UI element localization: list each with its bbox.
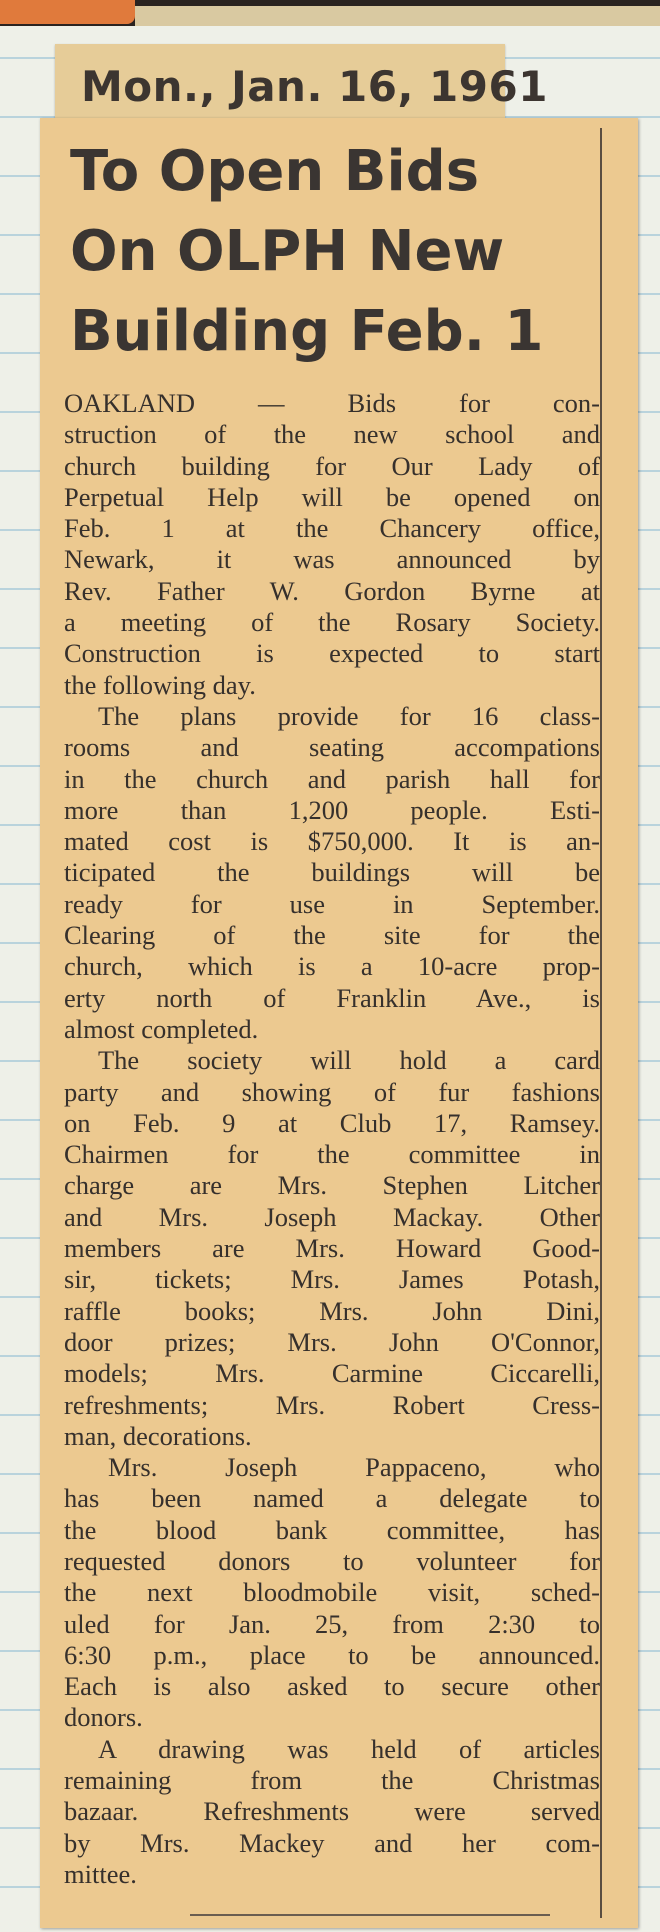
article-line-text: models; Mrs. Carmine Ciccarelli, (64, 1358, 600, 1389)
article-line-text: man, decorations. (64, 1420, 252, 1451)
article-line-text: requested donors to volunteer for (64, 1545, 600, 1576)
article-line-text: The plans provide for 16 class- (98, 700, 600, 731)
article-line (64, 1483, 600, 1514)
article-line (64, 1170, 600, 1201)
article-line-text: on Feb. 9 at Club 17, Ramsey. (64, 1107, 600, 1138)
article-line-text: bazaar. Refreshments were served (64, 1796, 600, 1827)
newspaper-clipping (40, 118, 638, 1928)
headline-line-3: Building Feb. 1 (70, 299, 544, 364)
date-label: Mon., Jan. 16, 1961 (81, 62, 548, 111)
article-line-text: donors. (64, 1702, 143, 1733)
article-line-text: the next bloodmobile visit, sched- (64, 1577, 600, 1608)
article-line-text: struction of the new school and (64, 419, 600, 450)
article-line-text: ticipated the buildings will be (64, 857, 600, 888)
article-line-text: 6:30 p.m., place to be announced. (64, 1639, 600, 1670)
article-line-text: raffle books; Mrs. John Dini, (64, 1295, 600, 1326)
article-line (64, 983, 600, 1014)
orange-tab (0, 0, 135, 24)
article-line-text: almost completed. (64, 1013, 259, 1044)
article-line (64, 513, 600, 544)
article-line (64, 544, 600, 575)
article-line (64, 1264, 600, 1295)
torn-clipping-edge (135, 6, 660, 26)
article-line (64, 1702, 600, 1733)
article-line (64, 764, 600, 795)
headline-line-1: To Open Bids (70, 139, 480, 204)
article-line (64, 1734, 600, 1765)
article-line (64, 1515, 600, 1546)
article-line-text: and Mrs. Joseph Mackay. Other (64, 1201, 600, 1232)
article-line (64, 1077, 600, 1108)
article-line-text: in the church and parish hall for (64, 763, 600, 794)
article-line (64, 1577, 600, 1608)
article-line (64, 1452, 600, 1483)
article-line-text: church, which is a 10-acre prop- (64, 951, 600, 982)
article-line-text: charge are Mrs. Stephen Litcher (64, 1170, 600, 1201)
article-line (64, 1609, 600, 1640)
article-line (64, 1358, 600, 1389)
article-line (64, 1796, 600, 1827)
article-line-text: members are Mrs. Howard Good- (64, 1233, 600, 1264)
article-line (64, 951, 600, 982)
column-rule (600, 128, 602, 1918)
article-line (64, 1546, 600, 1577)
article-line (64, 795, 600, 826)
article-line-text: the blood bank committee, has (64, 1514, 600, 1545)
article-line-text: party and showing of fur fashions (64, 1076, 600, 1107)
article-line (64, 1640, 600, 1671)
bottom-rule (190, 1914, 550, 1916)
article-line (64, 607, 600, 638)
article-line-text: mated cost is $750,000. It is an- (64, 826, 600, 857)
article-line-text: Rev. Father W. Gordon Byrne at (64, 575, 600, 606)
article-line-text: ready for use in September. (64, 888, 600, 919)
article-line (64, 1327, 600, 1358)
article-line-text: Newark, it was announced by (64, 544, 600, 575)
article-line (64, 857, 600, 888)
article-line-text: Perpetual Help will be opened on (64, 481, 600, 512)
article-line-text: rooms and seating accompations (64, 732, 600, 763)
article-line (64, 1859, 600, 1890)
article-line-text: the following day. (64, 669, 256, 700)
article-line (64, 826, 600, 857)
article-line-text: mittee. (64, 1858, 137, 1889)
article-line-text: church building for Our Lady of (64, 450, 600, 481)
article-line-text: a meeting of the Rosary Society. (64, 607, 600, 638)
article-line-text: uled for Jan. 25, from 2:30 to (64, 1608, 600, 1639)
article-line-text: Mrs. Joseph Pappaceno, who (108, 1452, 600, 1483)
article-line (64, 1296, 600, 1327)
article-line (64, 388, 600, 419)
headline-line-2: On OLPH New (70, 219, 505, 284)
article-line-text: The society will hold a card (98, 1045, 600, 1076)
article-line (64, 482, 600, 513)
article-line-text: sir, tickets; Mrs. James Potash, (64, 1264, 600, 1295)
article-line (64, 419, 600, 450)
article-line-text: more than 1,200 people. Esti- (64, 794, 600, 825)
article-line (64, 732, 600, 763)
article-line (64, 1202, 600, 1233)
article-line-text: Each is also asked to secure other (64, 1671, 600, 1702)
article-line-text: remaining from the Christmas (64, 1765, 600, 1796)
article-line-text: Clearing of the site for the (64, 920, 600, 951)
article-line (64, 1233, 600, 1264)
article-line-text: has been named a delegate to (64, 1483, 600, 1514)
article-line-text: erty north of Franklin Ave., is (64, 982, 600, 1013)
article-line (64, 1108, 600, 1139)
article-line-text: refreshments; Mrs. Robert Cress- (64, 1389, 600, 1420)
article-line (64, 576, 600, 607)
article-line (64, 1671, 600, 1702)
article-line (64, 1421, 600, 1452)
article-line-text: A drawing was held of articles (98, 1733, 600, 1764)
article-line (64, 451, 600, 482)
headline (70, 132, 590, 372)
date-clipping (55, 44, 548, 122)
article-body (64, 388, 600, 1890)
article-line-text: by Mrs. Mackey and her com- (64, 1827, 600, 1858)
article-line (64, 1390, 600, 1421)
article-line (64, 670, 600, 701)
article-line-text: door prizes; Mrs. John O'Connor, (64, 1326, 600, 1357)
article-line-text: OAKLAND — Bids for con- (64, 388, 600, 418)
article-line-text: Feb. 1 at the Chancery office, (64, 513, 600, 544)
article-line (64, 920, 600, 951)
article-line (64, 889, 600, 920)
article-line (64, 1765, 600, 1796)
article-line (64, 701, 600, 732)
article-line-text: Construction is expected to start (64, 638, 600, 669)
article-line (64, 638, 600, 669)
article-line (64, 1045, 600, 1076)
article-line (64, 1139, 600, 1170)
article-line-text: Chairmen for the committee in (64, 1139, 600, 1170)
top-edge (0, 0, 660, 26)
article-line (64, 1828, 600, 1859)
article-line (64, 1014, 600, 1045)
